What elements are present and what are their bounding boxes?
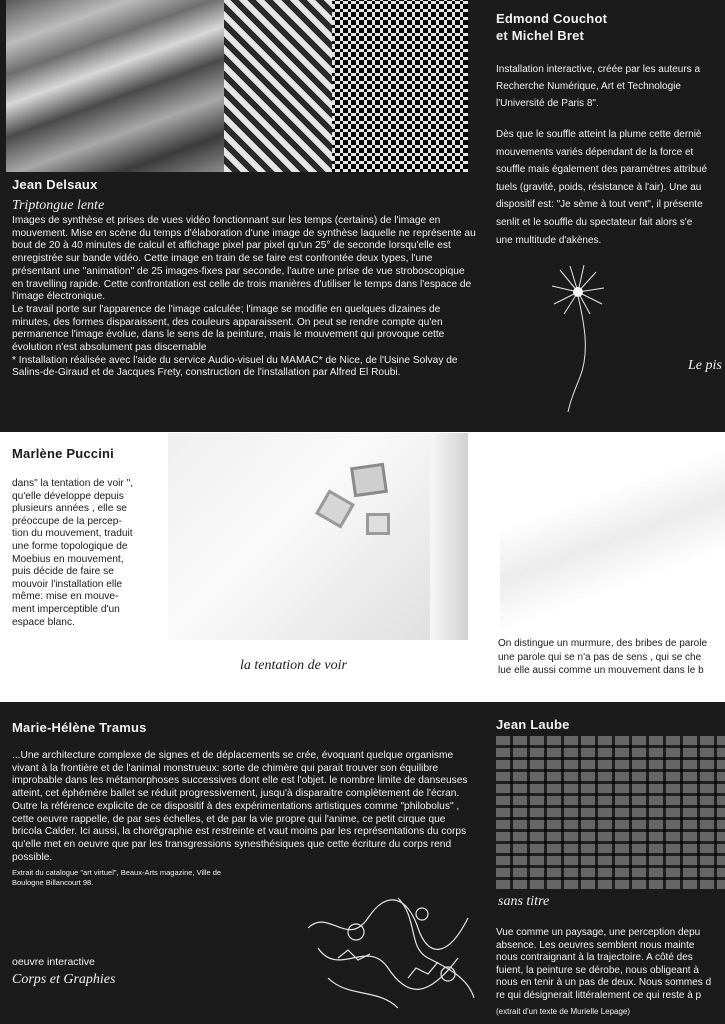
- floating-square-1: [350, 463, 388, 497]
- puccini-line: une forme topologique de: [12, 540, 128, 552]
- puccini-line: dans" la tentation de voir ",: [12, 478, 134, 489]
- puccini-line: espace blanc.: [12, 616, 75, 628]
- puccini-line: plusieurs années , elle se: [12, 503, 127, 515]
- puccini-line: Moebius en mouvement,: [12, 553, 124, 565]
- delsaux-note: * Installation réalisée avec l'aide du service Audio-visuel du MAMAC* de Nice, de l'Usine Solvay de Salins-de-Giraud et de Jacques Frety, construction de l'installation par Alfred El Roubi.: [12, 354, 458, 379]
- image-pattern-grid: [332, 0, 468, 172]
- couchot-desc-line: mouvements variés dépendant de la force et: [496, 146, 694, 158]
- couchot-caption: Le pis: [688, 358, 722, 373]
- delsaux-paragraph-1: Images de synthèse et prises de vues vidéo fonctionnant sur les temps (certains) de l'image en mouvement. Mise en scène du temps d'élaboration d'une image de synthèse laquelle ne représente au bout de 20 à 40 minutes de calcul et affichage pixel par pixel qu'un 25° de seconde lorsqu'elle est enregistrée sur bande vidéo. Cette image en train de se faire est confrontée deux types, l'une présentant une "animation" de 25 images-fixes par seconde, l'autre une prise de vue stroboscopique en travelling rapide. Cette confrontation est celle de trois manières d'utiliser le temps dans l'espace de l'image électronique.: [12, 215, 476, 303]
- puccini-line: ment imperceptible d'un: [12, 603, 120, 615]
- puccini-line: tion du mouvement, traduit: [12, 528, 133, 540]
- faint-sketch: [500, 450, 725, 630]
- puccini-line: préoccupe de la percep-: [12, 515, 122, 527]
- couchot-desc-line: tuels (gravité, poids, résistance à l'air). Une au: [496, 181, 702, 193]
- laube-text: [496, 927, 725, 1003]
- installation-photo: [168, 433, 468, 640]
- tramus-source-line: Extrait du catalogue "art virtuel", Beaux-Arts magazine, Ville de: [12, 868, 222, 877]
- delsaux-text: [12, 215, 478, 380]
- laube-line: nous contraignant à la trajectoire. A côté des: [496, 952, 693, 964]
- tramus-text: ...Une architecture complexe de signes et de déplacements se crée, évoquant quelque organisme vivant à la frontière et de l'animal monstrueux: sorte de chimère qui parait trouver son équilibre improbable dans les métamorphoses successives dont elle est l'objet. le nombre limite de danseuses atteint, cet éphémère ballet se réduit progressivement, jusqu'à disparaitre complètement de l'écran. Outre la référence explicite de ce dispositif à des expérimentations artistiques comme "philobolus" , cette oeuvre rappelle, de par ses échelles, et de par la vie propre qui l'anime, ce petit cirque que bricola Calder. Ici aussi, la chorégraphie est restreinte et vaut moins par les représentations du corps qu'elle met en oeuvre que par les transgressions synesthésiques que cette écriture du corps rend possible.: [12, 750, 468, 863]
- image-blur-motion: [6, 0, 224, 172]
- tramus-name: Marie-Hélène Tramus: [12, 720, 147, 735]
- couchot-desc-line: souffle mais également des paramètres attribué: [496, 164, 708, 176]
- dancing-figures-drawing: [298, 888, 482, 1016]
- laube-line: Vue comme un paysage, une perception depu: [496, 927, 701, 938]
- couchot-desc-line: Dès que le souffle atteint la plume cette derniè: [496, 129, 702, 140]
- puccini-line: puis décide de faire se: [12, 566, 114, 578]
- puccini-right-text: [498, 637, 725, 678]
- dandelion-image: [540, 262, 620, 422]
- couchot-desc-line: dispositif est: "Je sème à tout vent", il présente: [496, 199, 703, 211]
- puccini-line: même: mise en mouve-: [12, 591, 119, 603]
- couchot-name-line1: Edmond Couchot: [496, 11, 608, 26]
- laube-name: Jean Laube: [496, 717, 570, 732]
- tramus-source: [12, 868, 221, 888]
- couchot-desc-line: senlit et le souffle du spectateur fait alors s'e: [496, 216, 693, 228]
- puccini-right-line: lue elle aussi comme un mouvement dans le b: [498, 665, 704, 676]
- laube-painting: [496, 736, 725, 889]
- couchot-intro-line: Installation interactive, créée par les auteurs a: [496, 64, 700, 75]
- floating-square-3: [366, 513, 390, 535]
- tramus-work-type: oeuvre interactive: [12, 956, 95, 968]
- puccini-line: qu'elle développe depuis: [12, 490, 124, 502]
- couchot-name: [496, 10, 607, 44]
- couchot-intro-line: Recherche Numérique, Art et Technologie: [496, 81, 681, 92]
- puccini-text: [12, 478, 166, 629]
- couchot-intro-line: l'Université de Paris 8".: [496, 98, 599, 109]
- puccini-name: Marlène Puccini: [12, 446, 114, 461]
- tramus-title: Corps et Graphies: [12, 972, 116, 987]
- couchot-name-line2: et Michel Bret: [496, 28, 585, 43]
- floating-square-2: [315, 489, 355, 528]
- laube-line: re qui désignerait littéralement ce qui reste à p: [496, 989, 702, 1001]
- laube-line: absence. Les oeuvres semblent nous mainte: [496, 939, 695, 951]
- laube-line: nous en tenir à un pas de deux. Nous sommes d: [496, 977, 712, 989]
- couchot-intro: [496, 61, 725, 112]
- puccini-right-line: une parole qui se n'a pas de sens , qui se che: [498, 651, 702, 663]
- delsaux-title: Triptongue lente: [12, 198, 105, 213]
- tramus-source-line: Boulogne Billancourt 98.: [12, 878, 94, 887]
- light-beam: [430, 433, 468, 640]
- laube-line: fuient, la peinture se dérobe, nous obligeant à: [496, 964, 699, 976]
- puccini-line: mouvoir l'installation elle: [12, 578, 123, 590]
- delsaux-paragraph-2: Le travail porte sur l'apparence de l'image calculée; l'image se modifie en quelques dizaines de minutes, des formes disparaissent, des couleurs apparaissent. On peut se rendre compte qu'en permanence l'image évolue, dans le sens de la peinture, mais le mouvement qui provoque cette évolution n'est absolument pas discernable: [12, 303, 445, 354]
- couchot-description: [496, 126, 725, 249]
- puccini-right-line: On distingue un murmure, des bribes de parole: [498, 638, 708, 649]
- laube-credit: (extrait d'un texte de Murielle Lepage): [496, 1007, 631, 1016]
- image-mosaic-tiles: [224, 0, 332, 172]
- delsaux-name: Jean Delsaux: [12, 177, 98, 192]
- laube-title: sans titre: [498, 894, 550, 909]
- couchot-desc-line: une multitude d'akènes.: [496, 234, 602, 246]
- puccini-caption: la tentation de voir: [240, 658, 347, 673]
